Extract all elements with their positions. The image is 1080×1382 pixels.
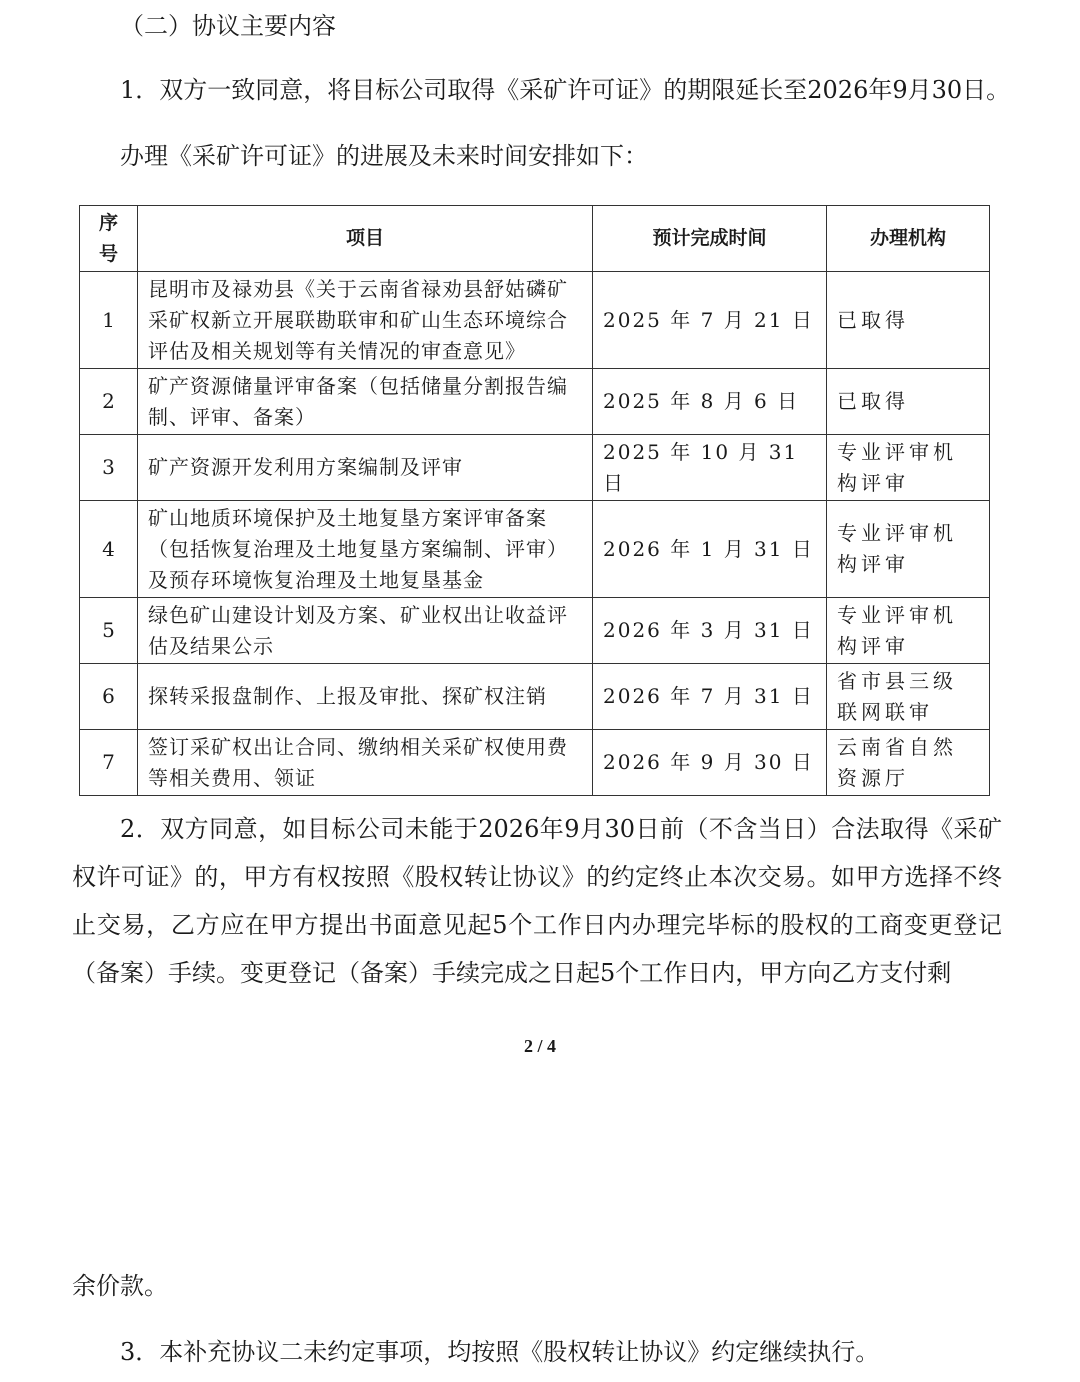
row-time: 2025 年 8 月 6 日	[593, 369, 827, 435]
row-org: 已取得	[827, 369, 990, 435]
header-time: 预计完成时间	[593, 206, 827, 272]
row-org: 专业评审机构评审	[827, 435, 990, 501]
table-row	[80, 664, 990, 730]
row-seq: 6	[80, 664, 138, 730]
row-org: 云南省自然资源厅	[827, 730, 990, 796]
row-item: 签订采矿权出让合同、缴纳相关采矿权使用费等相关费用、领证	[138, 730, 593, 796]
row-seq: 2	[80, 369, 138, 435]
table-row	[80, 730, 990, 796]
clause-1: 1．双方一致同意，将目标公司取得《采矿许可证》的期限延长至2026年9月30日。	[120, 76, 1011, 104]
header-seq: 序号	[80, 206, 138, 272]
clause-3: 3．本补充协议二未约定事项，均按照《股权转让协议》约定继续执行。	[120, 1338, 880, 1366]
row-time: 2025 年 7 月 21 日	[593, 272, 827, 369]
row-seq: 5	[80, 598, 138, 664]
row-seq: 1	[80, 272, 138, 369]
table-row	[80, 369, 990, 435]
row-time: 2026 年 3 月 31 日	[593, 598, 827, 664]
table-header-row	[80, 206, 990, 272]
table-row	[80, 272, 990, 369]
row-item: 探转采报盘制作、上报及审批、探矿权注销	[138, 664, 593, 730]
page-number: 2 / 4	[523, 1036, 556, 1056]
row-org: 已取得	[827, 272, 990, 369]
clause-2-text: 2．双方同意，如目标公司未能于2026年9月30日前（不含当日）合法取得《采矿权许可证》的，甲方有权按照《股权转让协议》的约定终止本次交易。如甲方选择不终止交易，乙方应在甲方提出书面意见起5个工作日内办理完毕标的股权的工商变更登记（备案）手续。变更登记（备案）手续完成之日起5个工作日内，甲方向乙方支付剩	[72, 815, 1002, 987]
row-item: 昆明市及禄劝县《关于云南省禄劝县舒姑磷矿采矿权新立开展联勘联审和矿山生态环境综合评估及相关规划等有关情况的审查意见》	[138, 272, 593, 369]
row-item: 绿色矿山建设计划及方案、矿业权出让收益评估及结果公示	[138, 598, 593, 664]
header-item: 项目	[138, 206, 593, 272]
row-item: 矿产资源开发利用方案编制及评审	[138, 435, 593, 501]
row-time: 2025 年 10 月 31 日	[593, 435, 827, 501]
clause-2	[72, 805, 1002, 997]
schedule-table	[79, 205, 990, 796]
header-org: 办理机构	[827, 206, 990, 272]
row-seq: 7	[80, 730, 138, 796]
row-org: 专业评审机构评审	[827, 501, 990, 598]
row-seq: 4	[80, 501, 138, 598]
table-row	[80, 435, 990, 501]
clause-2-continued: 余价款。	[72, 1272, 168, 1300]
row-seq: 3	[80, 435, 138, 501]
section-heading: （二）协议主要内容	[120, 12, 336, 40]
row-org: 省市县三级联网联审	[827, 664, 990, 730]
row-item: 矿山地质环境保护及土地复垦方案评审备案（包括恢复治理及土地复垦方案编制、评审）及预存环境恢复治理及土地复垦基金	[138, 501, 593, 598]
row-time: 2026 年 7 月 31 日	[593, 664, 827, 730]
table-row	[80, 501, 990, 598]
row-item: 矿产资源储量评审备案（包括储量分割报告编制、评审、备案）	[138, 369, 593, 435]
row-org: 专业评审机构评审	[827, 598, 990, 664]
row-time: 2026 年 9 月 30 日	[593, 730, 827, 796]
table-row	[80, 598, 990, 664]
row-time: 2026 年 1 月 31 日	[593, 501, 827, 598]
schedule-intro: 办理《采矿许可证》的进展及未来时间安排如下：	[120, 142, 648, 170]
